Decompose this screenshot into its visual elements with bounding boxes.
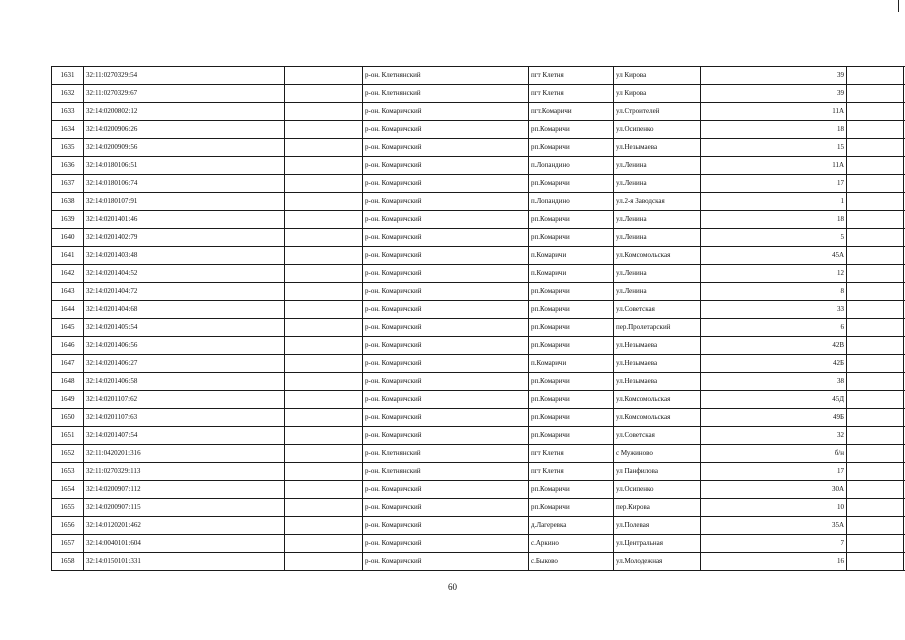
house-number-cell: 11А bbox=[701, 157, 847, 175]
registry-body bbox=[52, 67, 905, 571]
district-cell: р-он. Клетнянский bbox=[363, 445, 529, 463]
street-cell: ул.Незымаева bbox=[614, 355, 701, 373]
empty-cell bbox=[285, 535, 363, 553]
cadastral-number-cell: 32:14:0040101:604 bbox=[84, 535, 285, 553]
empty-cell bbox=[847, 121, 904, 139]
cadastral-number-cell: 32:14:0201401:46 bbox=[84, 211, 285, 229]
row-number-cell: 1655 bbox=[52, 499, 84, 517]
settlement-cell: рп.Комаричи bbox=[529, 427, 614, 445]
district-cell: р-он. Комаричский bbox=[363, 409, 529, 427]
row-number-cell: 1649 bbox=[52, 391, 84, 409]
empty-cell bbox=[847, 247, 904, 265]
empty-cell bbox=[285, 175, 363, 193]
table-row bbox=[52, 157, 905, 175]
district-cell: р-он. Комаричский bbox=[363, 337, 529, 355]
house-number-cell: 18 bbox=[701, 211, 847, 229]
street-cell: ул.Советская bbox=[614, 427, 701, 445]
district-cell: р-он. Комаричский bbox=[363, 193, 529, 211]
table-row bbox=[52, 85, 905, 103]
street-cell: ул.Молодежная bbox=[614, 553, 701, 571]
empty-cell bbox=[847, 103, 904, 121]
settlement-cell: рп.Комаричи bbox=[529, 409, 614, 427]
empty-cell bbox=[847, 499, 904, 517]
house-number-cell: 38 bbox=[701, 373, 847, 391]
empty-cell bbox=[847, 211, 904, 229]
table-row bbox=[52, 319, 905, 337]
house-number-cell: 11А bbox=[701, 103, 847, 121]
district-cell: р-он. Комаричский bbox=[363, 355, 529, 373]
district-cell: р-он. Комаричский bbox=[363, 517, 529, 535]
cadastral-number-cell: 32:14:0180106:51 bbox=[84, 157, 285, 175]
table-row bbox=[52, 121, 905, 139]
empty-cell bbox=[847, 319, 904, 337]
table-row bbox=[52, 391, 905, 409]
cadastral-number-cell: 32:11:0270329:54 bbox=[84, 67, 285, 85]
empty-cell bbox=[847, 427, 904, 445]
table-row bbox=[52, 535, 905, 553]
empty-cell bbox=[285, 391, 363, 409]
settlement-cell: рп.Комаричи bbox=[529, 301, 614, 319]
district-cell: р-он. Комаричский bbox=[363, 319, 529, 337]
table-row bbox=[52, 409, 905, 427]
table-row bbox=[52, 481, 905, 499]
empty-cell bbox=[285, 283, 363, 301]
row-number-cell: 1648 bbox=[52, 373, 84, 391]
row-number-cell: 1656 bbox=[52, 517, 84, 535]
empty-cell bbox=[285, 121, 363, 139]
cadastral-number-cell: 32:14:0201404:68 bbox=[84, 301, 285, 319]
empty-cell bbox=[285, 499, 363, 517]
empty-cell bbox=[285, 409, 363, 427]
settlement-cell: рп.Комаричи bbox=[529, 391, 614, 409]
settlement-cell: рп.Комаричи bbox=[529, 373, 614, 391]
row-number-cell: 1636 bbox=[52, 157, 84, 175]
settlement-cell: рп.Комаричи bbox=[529, 283, 614, 301]
row-number-cell: 1632 bbox=[52, 85, 84, 103]
house-number-cell: 18 bbox=[701, 121, 847, 139]
district-cell: р-он. Комаричский bbox=[363, 373, 529, 391]
settlement-cell: рп.Комаричи bbox=[529, 211, 614, 229]
empty-cell bbox=[285, 373, 363, 391]
settlement-cell: рп.Комаричи bbox=[529, 229, 614, 247]
row-number-cell: 1643 bbox=[52, 283, 84, 301]
row-number-cell: 1637 bbox=[52, 175, 84, 193]
settlement-cell: рп.Комаричи bbox=[529, 337, 614, 355]
house-number-cell: 32 bbox=[701, 427, 847, 445]
district-cell: р-он. Комаричский bbox=[363, 175, 529, 193]
street-cell: ул.Ленина bbox=[614, 175, 701, 193]
house-number-cell: 33 bbox=[701, 301, 847, 319]
empty-cell bbox=[847, 175, 904, 193]
row-number-cell: 1644 bbox=[52, 301, 84, 319]
empty-cell bbox=[285, 265, 363, 283]
street-cell: ул Кирова bbox=[614, 67, 701, 85]
empty-cell bbox=[847, 139, 904, 157]
house-number-cell: 49Б bbox=[701, 409, 847, 427]
cadastral-number-cell: 32:14:0200907:115 bbox=[84, 499, 285, 517]
house-number-cell: 45А bbox=[701, 247, 847, 265]
table-row bbox=[52, 427, 905, 445]
empty-cell bbox=[847, 463, 904, 481]
house-number-cell: 39 bbox=[701, 85, 847, 103]
table-row bbox=[52, 337, 905, 355]
cadastral-number-cell: 32:14:0201405:54 bbox=[84, 319, 285, 337]
cadastral-number-cell: 32:11:0270329:67 bbox=[84, 85, 285, 103]
house-number-cell: 1 bbox=[701, 193, 847, 211]
table-row bbox=[52, 175, 905, 193]
street-cell: с Мужиново bbox=[614, 445, 701, 463]
row-number-cell: 1651 bbox=[52, 427, 84, 445]
district-cell: р-он. Комаричский bbox=[363, 211, 529, 229]
cadastral-number-cell: 32:14:0201406:56 bbox=[84, 337, 285, 355]
district-cell: р-он. Комаричский bbox=[363, 157, 529, 175]
house-number-cell: 15 bbox=[701, 139, 847, 157]
empty-cell bbox=[285, 463, 363, 481]
street-cell: ул Кирова bbox=[614, 85, 701, 103]
settlement-cell: рп.Комаричи bbox=[529, 121, 614, 139]
cadastral-number-cell: 32:14:0201107:62 bbox=[84, 391, 285, 409]
empty-cell bbox=[847, 283, 904, 301]
settlement-cell: рп.Комаричи bbox=[529, 499, 614, 517]
settlement-cell: д.Лагеревка bbox=[529, 517, 614, 535]
empty-cell bbox=[847, 445, 904, 463]
house-number-cell: 17 bbox=[701, 463, 847, 481]
house-number-cell: 16 bbox=[701, 553, 847, 571]
table-row bbox=[52, 373, 905, 391]
table-row bbox=[52, 355, 905, 373]
empty-cell bbox=[285, 445, 363, 463]
street-cell: ул Панфилова bbox=[614, 463, 701, 481]
district-cell: р-он. Комаричский bbox=[363, 265, 529, 283]
district-cell: р-он. Клетнянский bbox=[363, 67, 529, 85]
empty-cell bbox=[847, 481, 904, 499]
cadastral-number-cell: 32:11:0270329:113 bbox=[84, 463, 285, 481]
cadastral-number-cell: 32:11:0420201:316 bbox=[84, 445, 285, 463]
row-number-cell: 1639 bbox=[52, 211, 84, 229]
house-number-cell: 42В bbox=[701, 337, 847, 355]
empty-cell bbox=[847, 85, 904, 103]
table-row bbox=[52, 247, 905, 265]
district-cell: р-он. Клетнянский bbox=[363, 463, 529, 481]
street-cell: ул.Осипенко bbox=[614, 121, 701, 139]
cadastral-number-cell: 32:14:0200802:12 bbox=[84, 103, 285, 121]
empty-cell bbox=[285, 193, 363, 211]
empty-cell bbox=[285, 85, 363, 103]
street-cell: ул.Ленина bbox=[614, 283, 701, 301]
settlement-cell: п.Лопандино bbox=[529, 193, 614, 211]
district-cell: р-он. Комаричский bbox=[363, 139, 529, 157]
table-row bbox=[52, 553, 905, 571]
empty-cell bbox=[285, 211, 363, 229]
empty-cell bbox=[285, 247, 363, 265]
row-number-cell: 1654 bbox=[52, 481, 84, 499]
settlement-cell: пгт Клетня bbox=[529, 85, 614, 103]
house-number-cell: 5 bbox=[701, 229, 847, 247]
empty-cell bbox=[847, 301, 904, 319]
settlement-cell: пгт Клетня bbox=[529, 463, 614, 481]
settlement-cell: пгт Клетня bbox=[529, 445, 614, 463]
scan-edge-mark bbox=[898, 0, 899, 12]
empty-cell bbox=[285, 139, 363, 157]
house-number-cell: 12 bbox=[701, 265, 847, 283]
table-row bbox=[52, 103, 905, 121]
street-cell: ул.Строителей bbox=[614, 103, 701, 121]
cadastral-number-cell: 32:14:0201406:58 bbox=[84, 373, 285, 391]
street-cell: ул.Незымаева bbox=[614, 337, 701, 355]
row-number-cell: 1658 bbox=[52, 553, 84, 571]
settlement-cell: с.Быково bbox=[529, 553, 614, 571]
street-cell: ул.Ленина bbox=[614, 211, 701, 229]
house-number-cell: 45Д bbox=[701, 391, 847, 409]
settlement-cell: с.Аркино bbox=[529, 535, 614, 553]
empty-cell bbox=[847, 67, 904, 85]
row-number-cell: 1646 bbox=[52, 337, 84, 355]
empty-cell bbox=[285, 481, 363, 499]
house-number-cell: 39 bbox=[701, 67, 847, 85]
district-cell: р-он. Комаричский bbox=[363, 391, 529, 409]
empty-cell bbox=[285, 157, 363, 175]
street-cell: ул.Комсомольская bbox=[614, 247, 701, 265]
table-row bbox=[52, 445, 905, 463]
cadastral-number-cell: 32:14:0120201:462 bbox=[84, 517, 285, 535]
cadastral-number-cell: 32:14:0180107:91 bbox=[84, 193, 285, 211]
settlement-cell: п.Комаричи bbox=[529, 355, 614, 373]
district-cell: р-он. Комаричский bbox=[363, 283, 529, 301]
empty-cell bbox=[847, 157, 904, 175]
table-row bbox=[52, 301, 905, 319]
settlement-cell: п.Комаричи bbox=[529, 247, 614, 265]
empty-cell bbox=[285, 103, 363, 121]
house-number-cell: 42Б bbox=[701, 355, 847, 373]
empty-cell bbox=[847, 517, 904, 535]
row-number-cell: 1638 bbox=[52, 193, 84, 211]
empty-cell bbox=[847, 373, 904, 391]
street-cell: ул.Незымаева bbox=[614, 373, 701, 391]
cadastral-number-cell: 32:14:0180106:74 bbox=[84, 175, 285, 193]
street-cell: ул.Ленина bbox=[614, 229, 701, 247]
house-number-cell: 8 bbox=[701, 283, 847, 301]
street-cell: ул.Центральная bbox=[614, 535, 701, 553]
street-cell: ул.Комсомольская bbox=[614, 409, 701, 427]
cadastral-number-cell: 32:14:0201406:27 bbox=[84, 355, 285, 373]
street-cell: ул.Комсомольская bbox=[614, 391, 701, 409]
empty-cell bbox=[847, 355, 904, 373]
district-cell: р-он. Комаричский bbox=[363, 301, 529, 319]
settlement-cell: пгт Клетня bbox=[529, 67, 614, 85]
empty-cell bbox=[847, 337, 904, 355]
street-cell: ул.Осипенко bbox=[614, 481, 701, 499]
street-cell: ул.2-я Заводская bbox=[614, 193, 701, 211]
empty-cell bbox=[285, 319, 363, 337]
table-row bbox=[52, 211, 905, 229]
table-row bbox=[52, 517, 905, 535]
settlement-cell: п.Комаричи bbox=[529, 265, 614, 283]
street-cell: ул.Полевая bbox=[614, 517, 701, 535]
settlement-cell: рп.Комаричи bbox=[529, 139, 614, 157]
row-number-cell: 1640 bbox=[52, 229, 84, 247]
street-cell: ул.Советская bbox=[614, 301, 701, 319]
empty-cell bbox=[285, 355, 363, 373]
cadastral-number-cell: 32:14:0200909:56 bbox=[84, 139, 285, 157]
cadastral-number-cell: 32:14:0201402:79 bbox=[84, 229, 285, 247]
district-cell: р-он. Комаричский bbox=[363, 103, 529, 121]
street-cell: ул.Незымаева bbox=[614, 139, 701, 157]
row-number-cell: 1642 bbox=[52, 265, 84, 283]
district-cell: р-он. Комаричский bbox=[363, 553, 529, 571]
house-number-cell: б/н bbox=[701, 445, 847, 463]
row-number-cell: 1641 bbox=[52, 247, 84, 265]
empty-cell bbox=[285, 229, 363, 247]
empty-cell bbox=[285, 67, 363, 85]
property-registry-table bbox=[51, 66, 905, 571]
settlement-cell: рп.Комаричи bbox=[529, 481, 614, 499]
street-cell: пер.Кирова bbox=[614, 499, 701, 517]
empty-cell bbox=[847, 265, 904, 283]
empty-cell bbox=[847, 553, 904, 571]
table-row bbox=[52, 499, 905, 517]
cadastral-number-cell: 32:14:0201407:54 bbox=[84, 427, 285, 445]
house-number-cell: 30А bbox=[701, 481, 847, 499]
table-row bbox=[52, 67, 905, 85]
cadastral-number-cell: 32:14:0201403:48 bbox=[84, 247, 285, 265]
table-row bbox=[52, 139, 905, 157]
district-cell: р-он. Клетнянский bbox=[363, 85, 529, 103]
cadastral-number-cell: 32:14:0200907:112 bbox=[84, 481, 285, 499]
table-row bbox=[52, 193, 905, 211]
empty-cell bbox=[285, 301, 363, 319]
empty-cell bbox=[847, 535, 904, 553]
row-number-cell: 1652 bbox=[52, 445, 84, 463]
row-number-cell: 1633 bbox=[52, 103, 84, 121]
page-number: 60 bbox=[448, 582, 457, 592]
empty-cell bbox=[285, 337, 363, 355]
house-number-cell: 35А bbox=[701, 517, 847, 535]
settlement-cell: рп.Комаричи bbox=[529, 175, 614, 193]
district-cell: р-он. Комаричский bbox=[363, 535, 529, 553]
settlement-cell: рп.Комаричи bbox=[529, 319, 614, 337]
empty-cell bbox=[847, 193, 904, 211]
cadastral-number-cell: 32:14:0201404:72 bbox=[84, 283, 285, 301]
table-row bbox=[52, 283, 905, 301]
settlement-cell: пгт.Комаричи bbox=[529, 103, 614, 121]
house-number-cell: 17 bbox=[701, 175, 847, 193]
street-cell: ул.Ленина bbox=[614, 265, 701, 283]
empty-cell bbox=[847, 409, 904, 427]
table-row bbox=[52, 463, 905, 481]
district-cell: р-он. Комаричский bbox=[363, 499, 529, 517]
district-cell: р-он. Комаричский bbox=[363, 121, 529, 139]
settlement-cell: п.Лопандино bbox=[529, 157, 614, 175]
cadastral-number-cell: 32:14:0200906:26 bbox=[84, 121, 285, 139]
cadastral-number-cell: 32:14:0201107:63 bbox=[84, 409, 285, 427]
house-number-cell: 6 bbox=[701, 319, 847, 337]
cadastral-number-cell: 32:14:0150101:331 bbox=[84, 553, 285, 571]
house-number-cell: 10 bbox=[701, 499, 847, 517]
row-number-cell: 1645 bbox=[52, 319, 84, 337]
row-number-cell: 1653 bbox=[52, 463, 84, 481]
table-row bbox=[52, 229, 905, 247]
district-cell: р-он. Комаричский bbox=[363, 247, 529, 265]
empty-cell bbox=[847, 229, 904, 247]
house-number-cell: 7 bbox=[701, 535, 847, 553]
cadastral-number-cell: 32:14:0201404:52 bbox=[84, 265, 285, 283]
row-number-cell: 1635 bbox=[52, 139, 84, 157]
street-cell: ул.Ленина bbox=[614, 157, 701, 175]
row-number-cell: 1657 bbox=[52, 535, 84, 553]
table-row bbox=[52, 265, 905, 283]
row-number-cell: 1647 bbox=[52, 355, 84, 373]
row-number-cell: 1650 bbox=[52, 409, 84, 427]
empty-cell bbox=[285, 427, 363, 445]
empty-cell bbox=[285, 553, 363, 571]
district-cell: р-он. Комаричский bbox=[363, 427, 529, 445]
row-number-cell: 1634 bbox=[52, 121, 84, 139]
empty-cell bbox=[847, 391, 904, 409]
street-cell: пер.Пролетарский bbox=[614, 319, 701, 337]
row-number-cell: 1631 bbox=[52, 67, 84, 85]
empty-cell bbox=[285, 517, 363, 535]
district-cell: р-он. Комаричский bbox=[363, 481, 529, 499]
district-cell: р-он. Комаричский bbox=[363, 229, 529, 247]
